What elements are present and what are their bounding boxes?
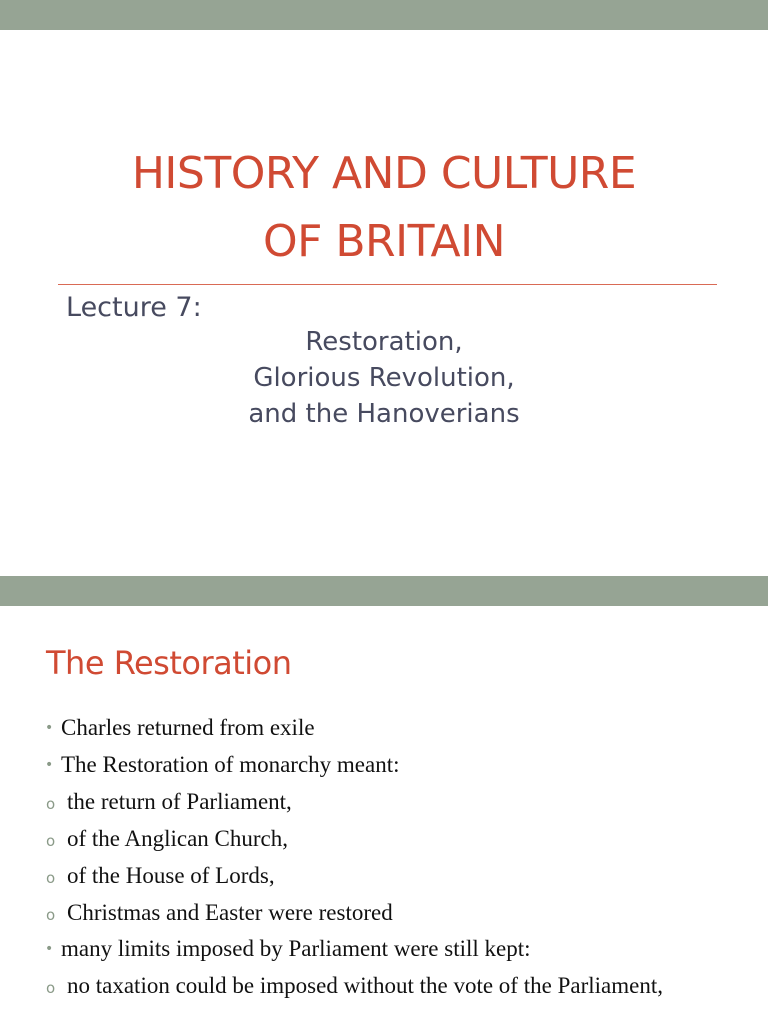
section-heading: The Restoration <box>46 644 292 682</box>
slide-title-line-2: OF BRITAIN <box>262 216 506 267</box>
bullet-circle-icon: o <box>46 868 56 887</box>
list-item-text: many limits imposed by Parliament were still kept: <box>61 936 531 962</box>
list-item-text: The Restoration of monarchy meant: <box>61 751 400 777</box>
bullet-dot-icon: • <box>45 720 54 736</box>
subtitle-line-2: Glorious Revolution, <box>253 363 515 393</box>
slide-title-line-1: HISTORY AND CULTURE <box>131 148 637 199</box>
lecture-subtitle <box>0 324 768 432</box>
sub-list-item <box>44 895 764 932</box>
slide-top-band <box>0 0 768 30</box>
list-item-text: of the House of Lords, <box>67 862 275 888</box>
subtitle-line-3: and the Hanoverians <box>248 399 520 429</box>
bullet-circle-icon: o <box>46 794 56 813</box>
bullet-list <box>44 710 764 1005</box>
bullet-circle-icon: o <box>46 905 56 924</box>
subtitle-line-1: Restoration, <box>305 327 463 357</box>
list-item <box>44 747 764 784</box>
list-item-text: of the Anglican Church, <box>67 825 289 851</box>
list-item-text: Christmas and Easter were restored <box>67 899 393 925</box>
slide-separator-band <box>0 576 768 606</box>
list-item-text: the return of Parliament, <box>67 788 292 814</box>
slide-title <box>0 140 768 276</box>
lecture-label: Lecture 7: <box>66 292 202 323</box>
sub-list-item <box>44 858 764 895</box>
sub-list-item <box>44 784 764 821</box>
bullet-circle-icon: o <box>46 831 56 850</box>
bullet-dot-icon: • <box>45 756 54 773</box>
bullet-circle-icon: o <box>46 979 56 998</box>
bullet-dot-icon: • <box>45 941 54 958</box>
sub-list-item <box>44 968 764 1005</box>
list-item-text: Charles returned from exile <box>61 715 315 740</box>
list-item-text: no taxation could be imposed without the vote of the Parliament, <box>67 973 663 999</box>
list-item <box>44 931 764 968</box>
sub-list-item <box>44 821 764 858</box>
list-item <box>44 710 764 747</box>
title-divider <box>58 284 717 285</box>
